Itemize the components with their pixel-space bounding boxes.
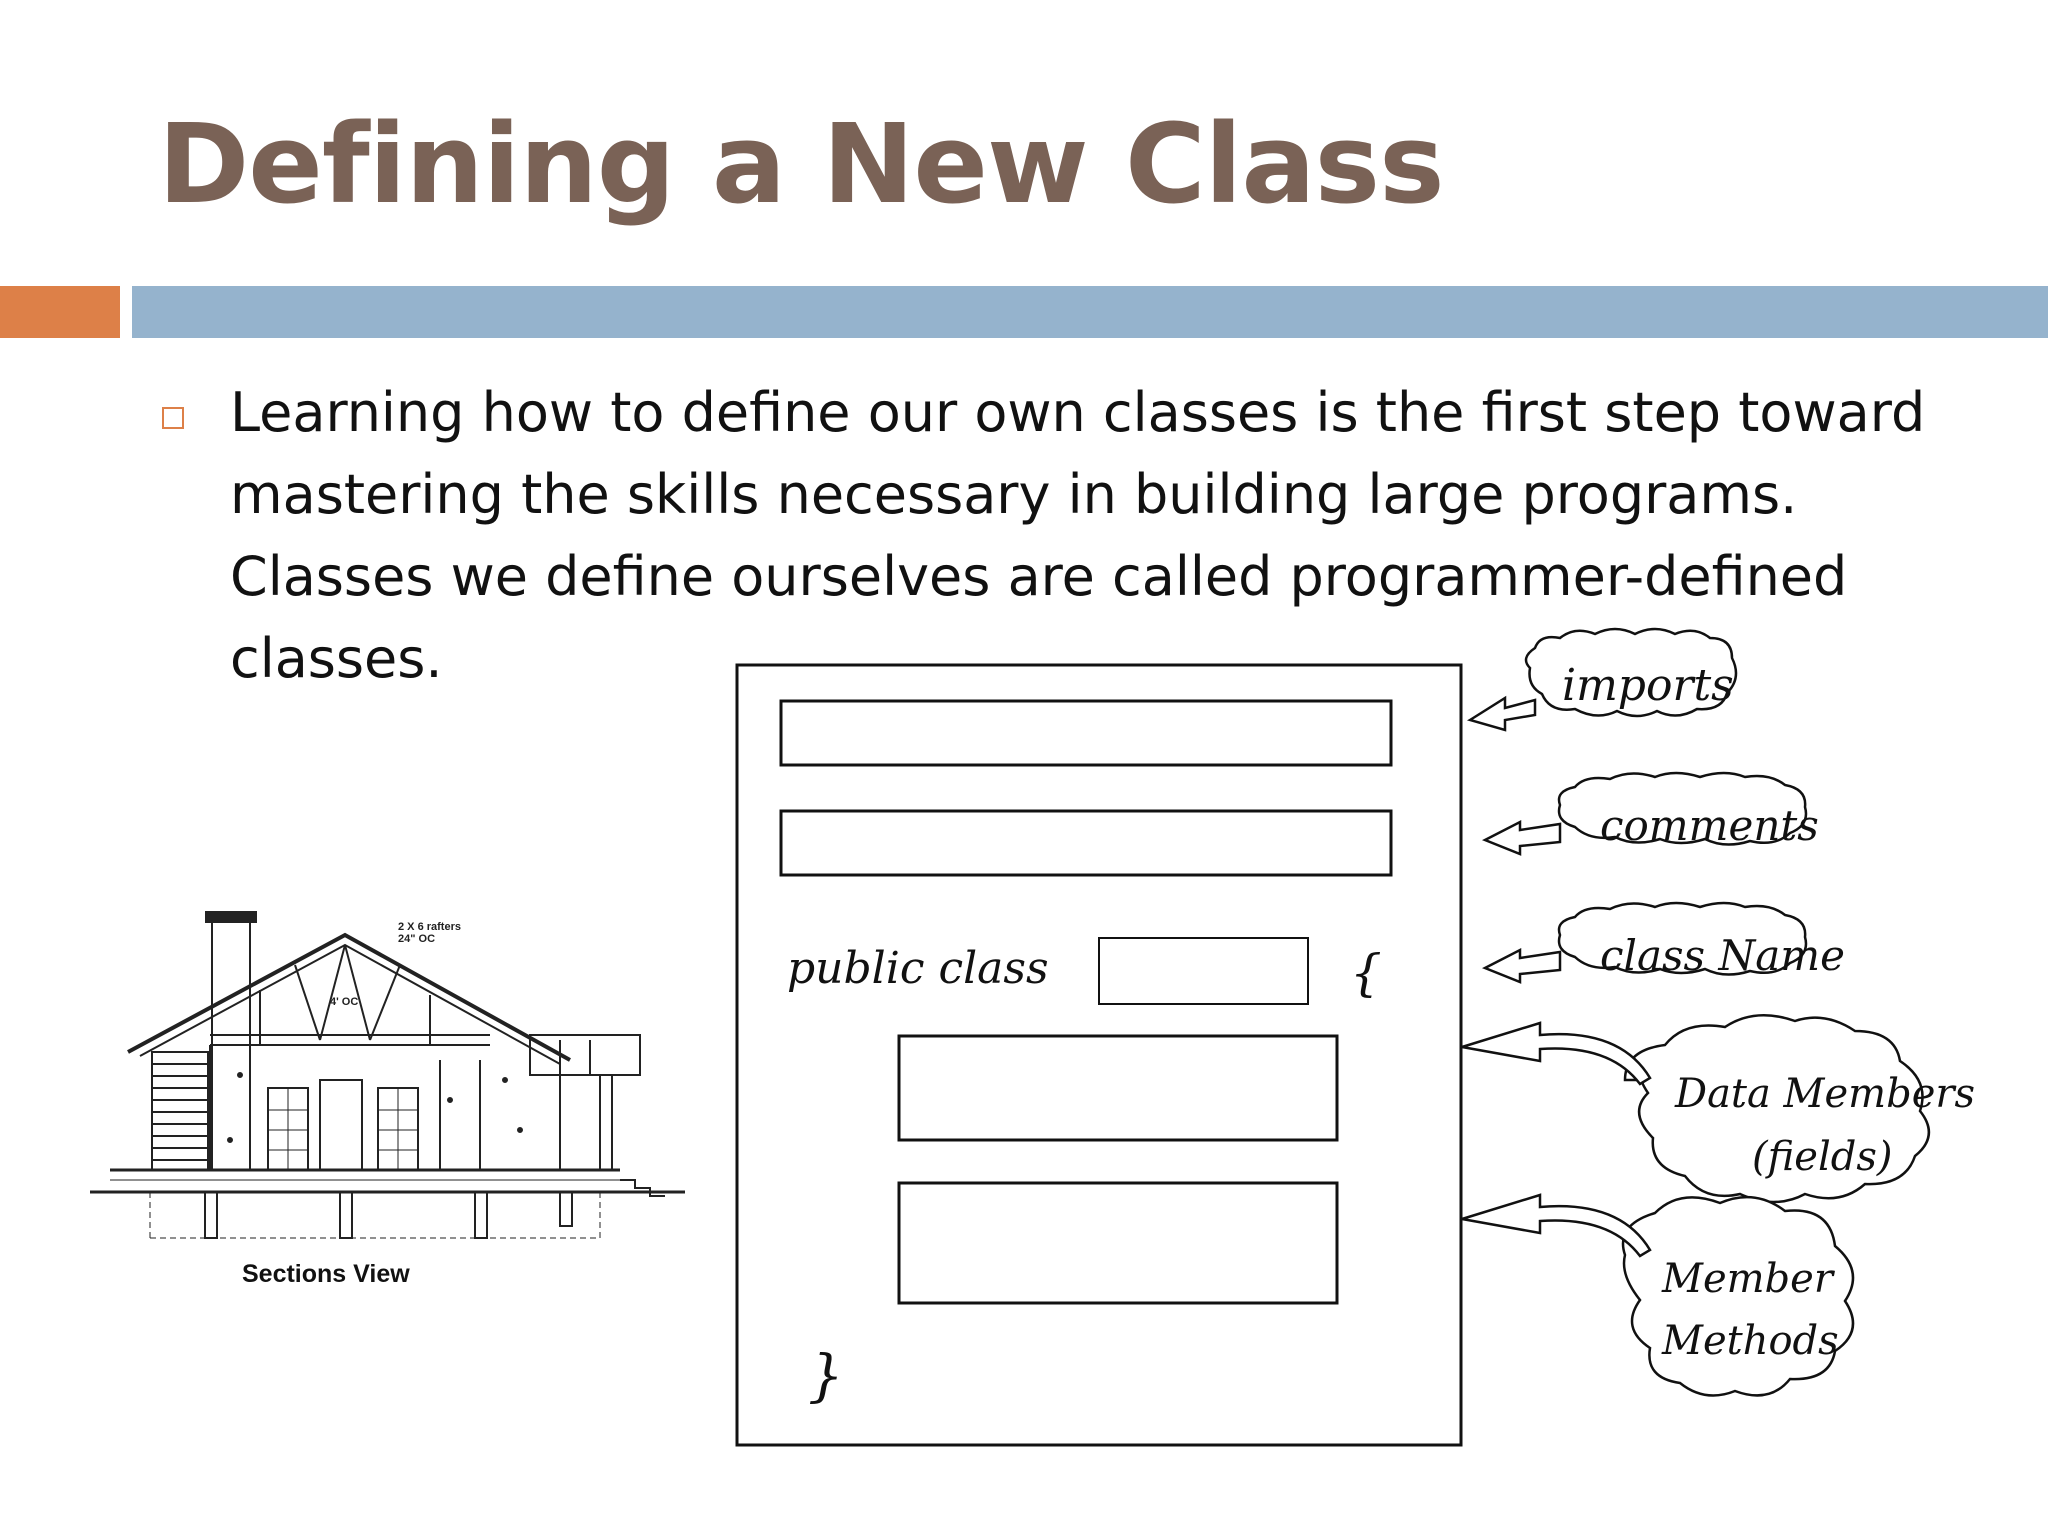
member-methods-label-1: Member — [1662, 1256, 1833, 1302]
class-template-diagram — [737, 665, 1461, 1445]
comments-label: comments — [1600, 801, 1819, 850]
class-name-slot — [1099, 938, 1308, 1004]
gable-label: 4' OC — [330, 996, 359, 1008]
house-section-drawing — [90, 912, 685, 1238]
imports-arrow-icon — [1470, 698, 1535, 730]
slide-title: Defining a New Class — [158, 100, 1444, 228]
comments-arrow-icon — [1485, 822, 1560, 854]
data-members-label-2: (fields) — [1752, 1134, 1893, 1180]
member-methods-slot — [899, 1183, 1337, 1303]
data-members-arrow-icon — [1462, 1023, 1650, 1084]
rafters-label-1: 2 X 6 rafters — [398, 921, 461, 933]
comments-slot — [781, 811, 1391, 875]
data-members-slot — [899, 1036, 1337, 1140]
data-members-label-1: Data Members — [1675, 1071, 1976, 1117]
imports-slot — [781, 701, 1391, 765]
member-methods-label-2: Methods — [1662, 1318, 1839, 1364]
class-name-arrow-icon — [1485, 950, 1560, 982]
close-brace: } — [808, 1344, 844, 1409]
house-caption: Sections View — [242, 1260, 410, 1288]
bullet-text: Learning how to define our own classes is the first step toward mastering the skills necessary in building large programs. Classes we define ourselves are called programmer-defined classes. — [230, 381, 1926, 690]
public-class-label: public class — [787, 943, 1049, 994]
member-methods-arrow-icon — [1462, 1195, 1650, 1256]
imports-label: imports — [1562, 660, 1734, 711]
class-name-label: class Name — [1600, 931, 1845, 980]
open-brace: { — [1350, 944, 1382, 1002]
rafters-label-2: 24" OC — [398, 933, 436, 945]
